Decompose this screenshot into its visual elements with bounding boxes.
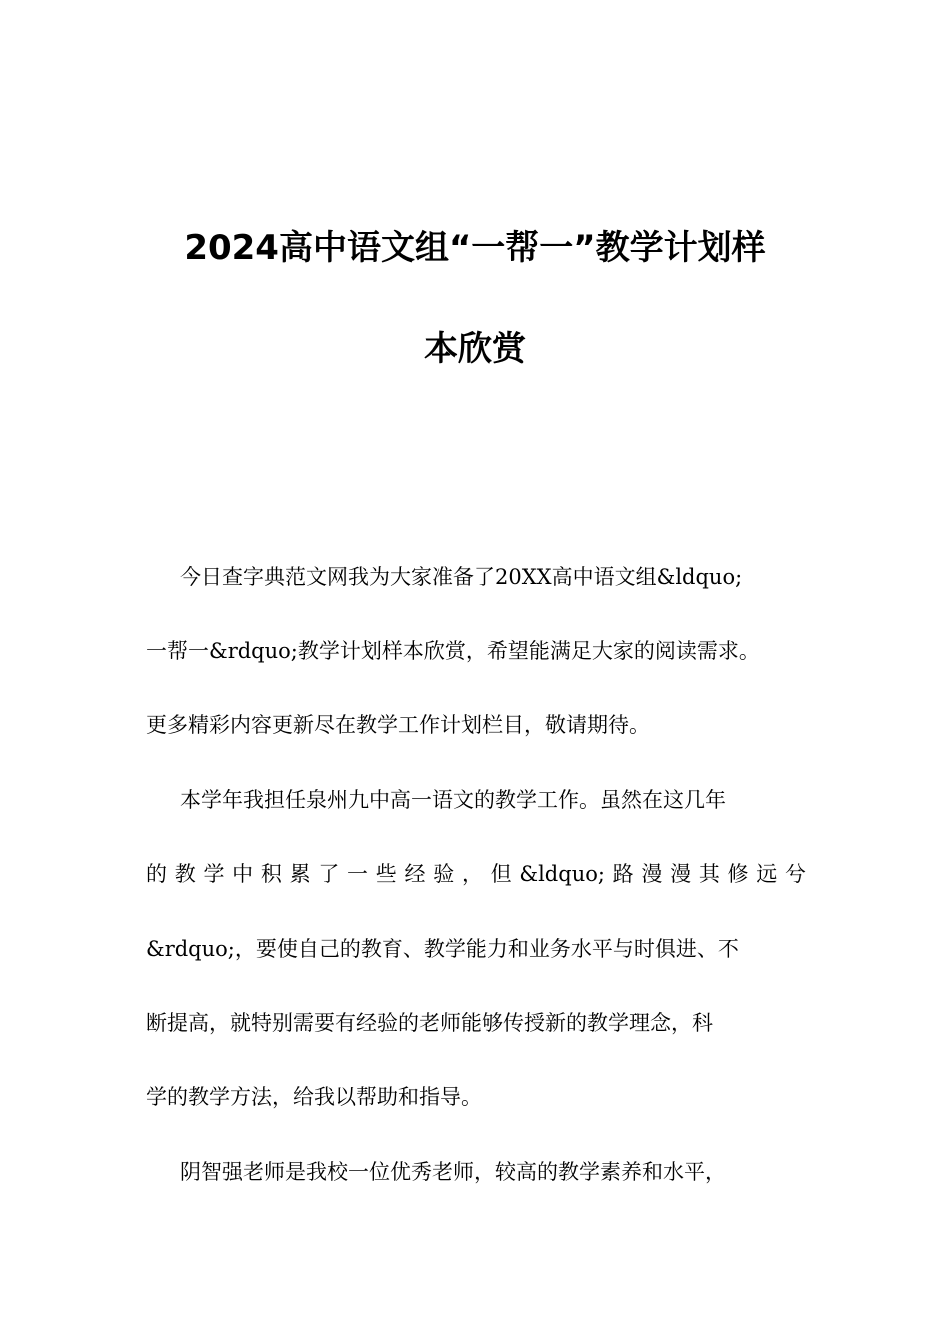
- document-title-line-1: 2024高中语文组“一帮一”教学计划样: [184, 228, 766, 268]
- paragraph-3-line-1: 阴智强老师是我校一位优秀老师，较高的教学素养和水平，: [180, 1160, 726, 1184]
- paragraph-2-line-2: 的教学中积累了一些经验，但&ldquo;路漫漫其修远兮: [146, 862, 806, 886]
- paragraph-2-line-4: 断提高，就特别需要有经验的老师能够传授新的教学理念，科: [146, 1011, 713, 1035]
- document-title-line-2: 本欣赏: [424, 329, 526, 369]
- paragraph-2-line-3: &rdquo;，要使自己的教育、教学能力和业务水平与时俱进、不: [146, 937, 739, 961]
- paragraph-1-line-1: 今日查字典范文网我为大家准备了20XX高中语文组&ldquo;: [180, 565, 743, 589]
- paragraph-2-line-5: 学的教学方法，给我以帮助和指导。: [146, 1085, 482, 1109]
- paragraph-1-line-3: 更多精彩内容更新尽在教学工作计划栏目，敬请期待。: [146, 713, 650, 737]
- paragraph-2-line-1: 本学年我担任泉州九中高一语文的教学工作。虽然在这几年: [180, 788, 726, 812]
- paragraph-1-line-2: 一帮一&rdquo;教学计划样本欣赏，希望能满足大家的阅读需求。: [146, 639, 760, 663]
